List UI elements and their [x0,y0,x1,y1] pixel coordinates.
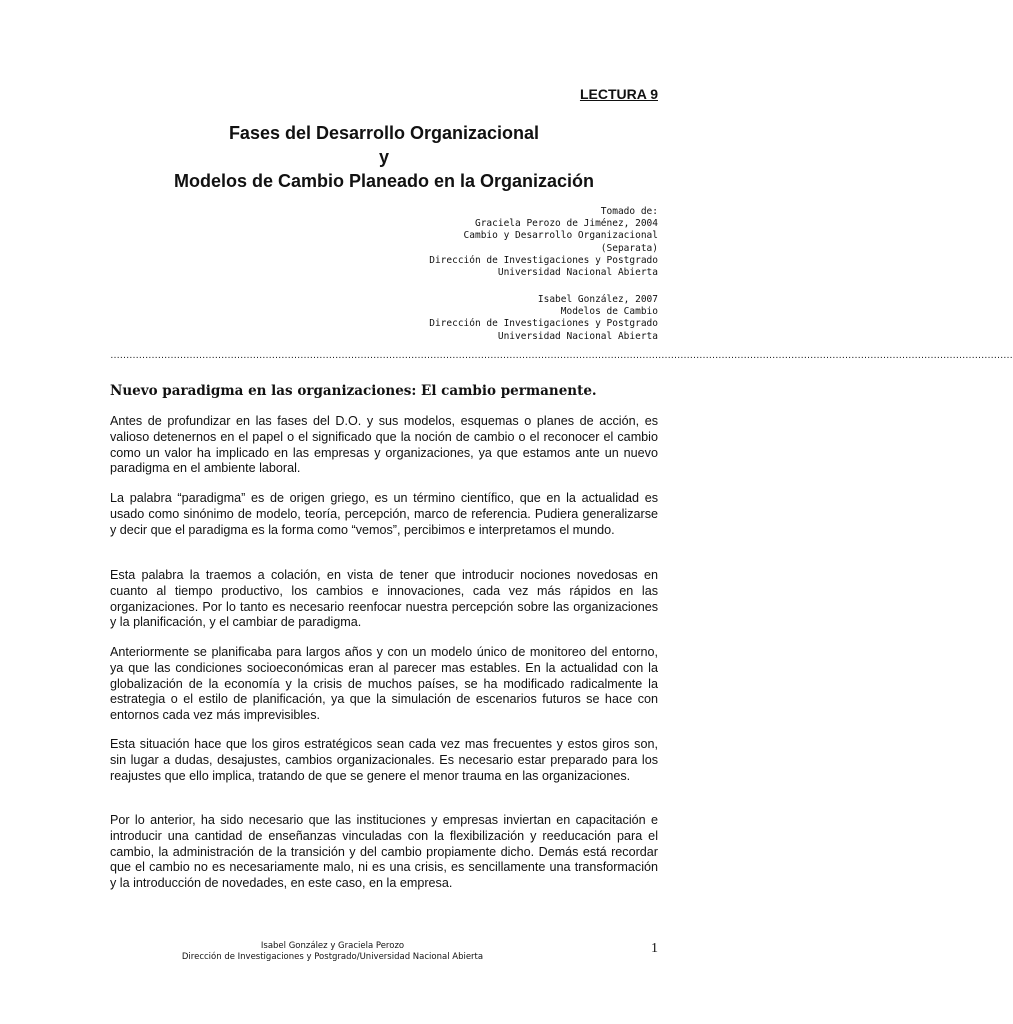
body-paragraph-3: Esta palabra la traemos a colación, en vista de tener que introducir nociones novedosas en cuanto al tiempo productivo, los cambios e innovaciones, cada vez más rápidos en las organizaciones. Por lo tanto es necesario reenfocar nuestra percepción sobre las organizaciones y la planificación, y el cambiar de paradigma. [110,568,658,630]
body-paragraph-4: Anteriormente se planificaba para largos años y con un modelo único de monitoreo del entorno, ya que las condiciones socioeconómicas eran al parecer mas estables. En la actualidad con la globalización de la economía y la crisis de muchos países, se ha modificado radicalmente la estrategia o el estilo de planificación, ya que la simulación de escenarios futuros se hace con entornos cada vez más imprevisibles. [110,645,658,723]
body-paragraph-2: La palabra “paradigma” es de origen griego, es un término científico, que en la actualidad es usado como sinónimo de modelo, teoría, percepción, marco de referencia. Pudiera generalizarse y decir que el paradigma es la forma como “vemos”, percibimos e interpretamos el mundo. [110,491,658,537]
source-block-1 [238,206,658,279]
page-footer [110,941,555,963]
source-line: Dirección de Investigaciones y Postgrado [429,318,658,330]
body-paragraph-6: Por lo anterior, ha sido necesario que las instituciones y empresas inviertan en capacitación e introducir una cantidad de enseñanzas vinculadas con la flexibilización y reeducación para el cambio, la administración de la transición y del cambio propiamente dicho. Demás está recordar que el cambio no es necesariamente malo, ni es una crisis, es sencillamente una transformación y la introducción de novedades, en este caso, en la empresa. [110,813,658,891]
source-line: Graciela Perozo de Jiménez, 2004 [474,218,658,230]
source-line: Modelos de Cambio [560,306,658,318]
source-block-2 [238,294,658,343]
document-title-line-1: Fases del Desarrollo Organizacional [228,123,540,143]
section-heading: Nuevo paradigma en las organizaciones: El cambio permanente. [110,383,597,399]
source-line: (Separata) [600,242,658,254]
source-line: Universidad Nacional Abierta [497,330,658,342]
body-paragraph-5: Esta situación hace que los giros estratégicos sean cada vez mas frecuentes y estos giros son, sin lugar a dudas, desajustes, cambios organizacionales. Es necesario estar preparado para los reajustes que ello implica, tratando de que se genere el menor trauma en las organizaciones. [110,737,658,783]
source-line: Dirección de Investigaciones y Postgrado [429,254,658,266]
footer-institution: Dirección de Investigaciones y Postgrado/Universidad Nacional Abierta [181,952,484,962]
source-line: Isabel González, 2007 [537,294,658,305]
footer-authors: Isabel González y Graciela Perozo [260,941,405,951]
body-paragraph-1: Antes de profundizar en las fases del D.O. y sus modelos, esquemas o planes de acción, es valioso detenernos en el papel o el significado que la noción de cambio o el reconocer el cambio como un valor ha implicado en las empresas y organizaciones, ya que estamos ante un nuevo paradigma en el ambiente laboral. [110,414,658,476]
page-number: 1 [651,941,658,956]
source-line: Universidad Nacional Abierta [497,267,658,279]
document-title-line-3: Modelos de Cambio Planeado en la Organización [173,171,595,191]
document-title-line-2: y [378,147,389,167]
source-line: Cambio y Desarrollo Organizacional [463,230,658,242]
dotted-separator: …………………………………………………………………………………………………………………………………………………………………………………………………………………………………………………………… [110,350,1013,361]
lectura-label: LECTURA 9 [579,86,658,102]
source-line: Tomado de: [600,206,658,217]
